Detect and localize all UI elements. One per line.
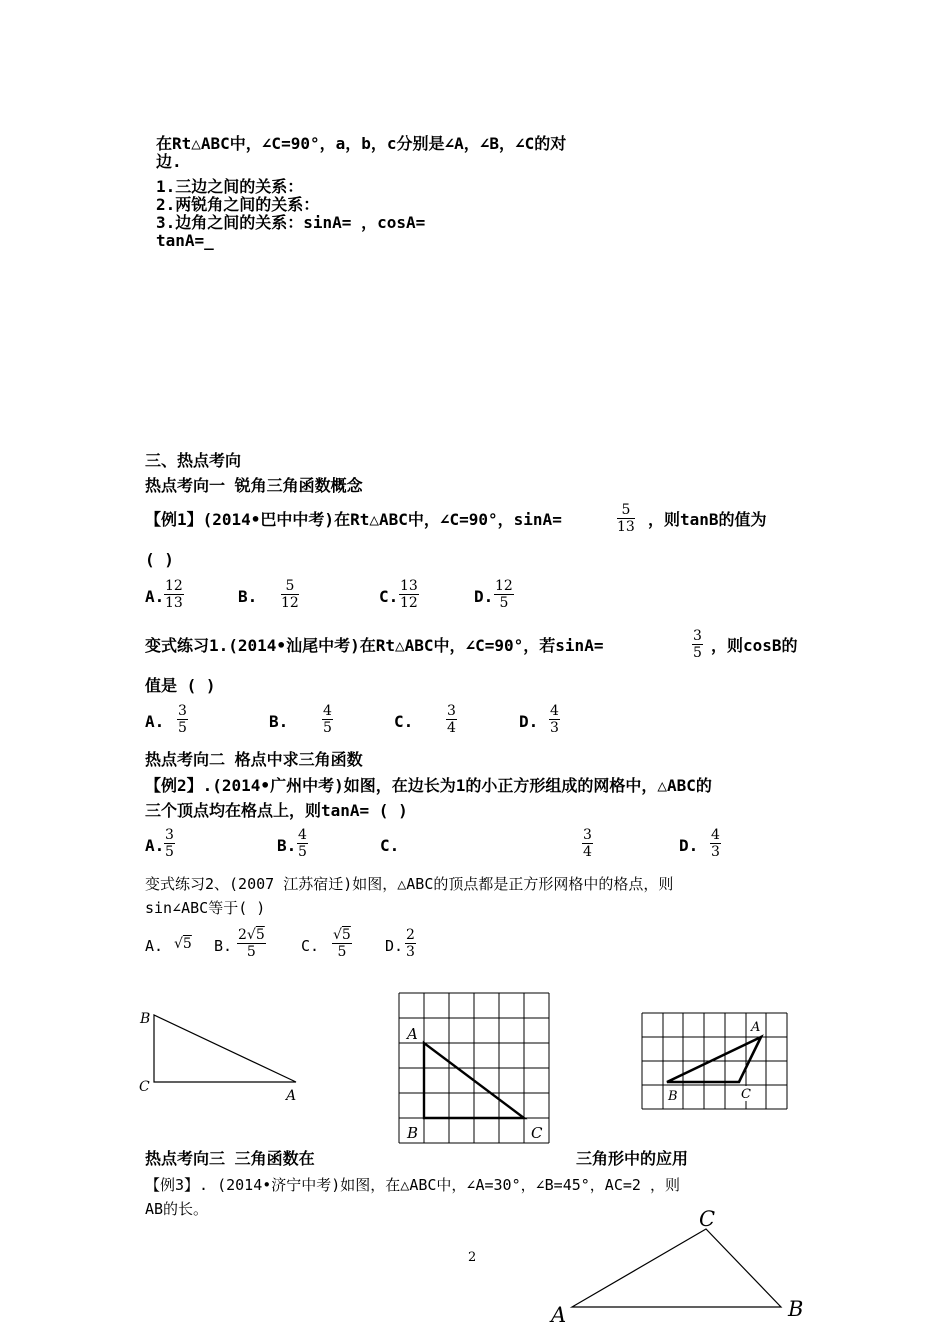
triangle-shape bbox=[154, 1015, 296, 1082]
ex2-option-a-label: A. bbox=[145, 836, 165, 855]
vertex-label-b: B bbox=[407, 1124, 419, 1142]
var2-option-a-value: √5 bbox=[174, 936, 192, 952]
ex2-option-b-frac: $\frac{4}{5}$ bbox=[298, 827, 307, 860]
ex1-paren: ( ) bbox=[145, 550, 174, 569]
triangle-shape bbox=[667, 1037, 761, 1082]
var1-option-c-frac: $\frac{3}{4}$ bbox=[447, 703, 456, 736]
ex1-text: 【例1】(2014•巴中中考)在Rt△ABC中，∠C=90°，sinA= bbox=[145, 510, 562, 529]
ex1-option-b-frac: $\frac{5}{12}$ bbox=[281, 578, 299, 611]
var1-option-b-frac: $\frac{4}{5}$ bbox=[323, 703, 332, 736]
var2-option-d-label: D. bbox=[385, 937, 404, 955]
var2-option-c-frac: $\frac{√5}{5}$ bbox=[333, 927, 351, 960]
var1-option-c-label: C. bbox=[394, 712, 414, 731]
var1-tail: ，则cosB的 bbox=[711, 636, 798, 655]
intro-line2: 边. bbox=[156, 152, 182, 171]
ex3-line2: AB的长。 bbox=[145, 1200, 209, 1218]
hot2-title: 热点考向二 格点中求三角函数 bbox=[145, 750, 363, 769]
ex2-line1: 【例2】.(2014•广州中考)如图，在边长为1的小正方形组成的网格中，△ABC的 bbox=[145, 776, 712, 795]
hot1-title: 热点考向一 锐角三角函数概念 bbox=[145, 476, 363, 495]
ex1-option-a-frac: $\frac{12}{13}$ bbox=[165, 578, 183, 611]
ex3-line1: 【例3】. (2014•济宁中考)如图，在△ABC中，∠A=30°，∠B=45°，AC=2 ，则 bbox=[145, 1176, 680, 1194]
ex2-option-b-label: B. bbox=[277, 836, 297, 855]
var2-option-a-label: A. bbox=[145, 937, 164, 955]
hot3-title-right: 三角形中的应用 bbox=[576, 1149, 689, 1168]
vertex-label-b: B bbox=[140, 1011, 151, 1027]
var1-option-d-frac: $\frac{4}{3}$ bbox=[550, 703, 559, 736]
var1-line2: 值是 ( ) bbox=[145, 676, 216, 695]
ex1-tail: ，则tanB的值为 bbox=[648, 510, 767, 529]
ex1-fraction: $\frac{5}{13}$ bbox=[617, 502, 635, 535]
intro-item1: 1.三边之间的关系： bbox=[156, 177, 304, 196]
vertex-label-a: A bbox=[407, 1025, 418, 1043]
var2-option-c-label: C. bbox=[301, 937, 320, 955]
ex1-option-a-label: A. bbox=[145, 587, 165, 606]
figure-grid-triangle-1 bbox=[398, 992, 553, 1145]
var1-text: 变式练习1.(2014•汕尾中考)在Rt△ABC中，∠C=90°，若sinA= bbox=[145, 636, 604, 655]
intro-item3: 3.边角之间的关系：sinA= ，cosA= bbox=[156, 213, 426, 232]
ex1-option-b-label: B. bbox=[238, 587, 258, 606]
vertex-label-a: A bbox=[751, 1020, 761, 1035]
var2-line1: 变式练习2、(2007 江苏宿迁)如图，△ABC的顶点都是正方形网格中的格点，则 bbox=[145, 875, 674, 893]
ex1-option-c-label: C. bbox=[379, 587, 399, 606]
ex2-line2: 三个顶点均在格点上，则tanA= ( ) bbox=[145, 801, 408, 820]
vertex-label-b: B bbox=[668, 1089, 678, 1104]
vertex-label-c: C bbox=[139, 1079, 150, 1095]
ex2-option-c-label: C. bbox=[380, 836, 400, 855]
vertex-label-c: C bbox=[699, 1207, 716, 1231]
ex1-option-d-label: D. bbox=[474, 587, 494, 606]
var1-option-b-label: B. bbox=[269, 712, 289, 731]
vertex-label-a: A bbox=[551, 1303, 567, 1327]
var1-option-a-frac: $\frac{3}{5}$ bbox=[178, 703, 187, 736]
ex1-option-d-frac: $\frac{12}{5}$ bbox=[495, 578, 513, 611]
section-title: 三、热点考向 bbox=[145, 451, 242, 470]
ex1-option-c-frac: $\frac{13}{12}$ bbox=[400, 578, 418, 611]
var1-fraction: $\frac{3}{5}$ bbox=[693, 628, 702, 661]
ex2-option-d-frac: $\frac{4}{3}$ bbox=[711, 827, 720, 860]
vertex-label-c: C bbox=[531, 1124, 543, 1142]
grid-lines bbox=[399, 993, 549, 1143]
hot3-title-left: 热点考向三 三角函数在 bbox=[145, 1149, 315, 1168]
intro-item4: tanA=_ bbox=[156, 231, 214, 250]
ex2-option-c-frac: $\frac{3}{4}$ bbox=[583, 827, 592, 860]
intro-item2: 2.两锐角之间的关系： bbox=[156, 195, 320, 214]
var2-option-b-frac: $\frac{2√5}{5}$ bbox=[238, 927, 265, 960]
page-number: 2 bbox=[468, 1250, 477, 1265]
vertex-label-b: B bbox=[788, 1297, 804, 1321]
vertex-label-a: A bbox=[286, 1088, 297, 1104]
var1-option-d-label: D. bbox=[519, 712, 539, 731]
figure-right-triangle bbox=[130, 1005, 310, 1105]
triangle-shape bbox=[572, 1229, 781, 1307]
var1-option-a-label: A. bbox=[145, 712, 165, 731]
ex2-option-d-label: D. bbox=[679, 836, 699, 855]
var2-option-d-frac: $\frac{2}{3}$ bbox=[406, 927, 415, 960]
figure-triangle-abc bbox=[545, 1205, 815, 1330]
figure-grid-triangle-2 bbox=[641, 1012, 789, 1112]
vertex-label-c: C bbox=[741, 1087, 751, 1102]
var2-option-b-label: B. bbox=[214, 937, 233, 955]
var2-line2: sin∠ABC等于( ) bbox=[145, 899, 266, 917]
intro-line1: 在Rt△ABC中，∠C=90°，a，b，c分别是∠A，∠B，∠C的对 bbox=[156, 134, 567, 153]
ex2-option-a-frac: $\frac{3}{5}$ bbox=[165, 827, 174, 860]
grid-lines bbox=[642, 1013, 787, 1109]
